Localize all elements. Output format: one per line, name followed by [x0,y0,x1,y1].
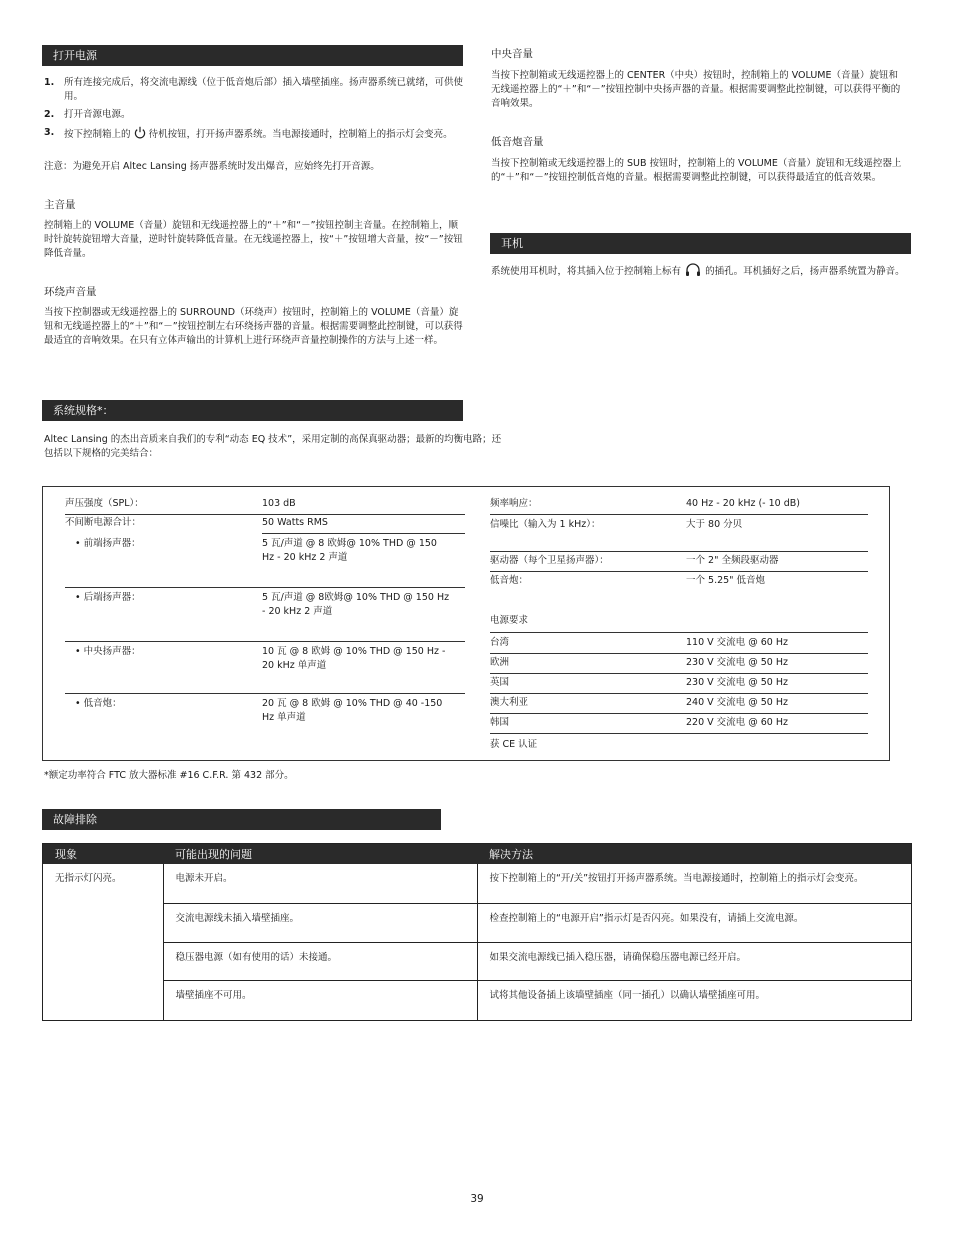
spec-value: 50 Watts RMS [262,517,328,528]
divider [490,673,868,674]
surround-volume-title: 环绕声音量 [44,286,97,298]
spec-value: 一个 2" 全频段驱动器 [686,555,779,566]
table-header-row [43,844,911,864]
spec-label: 信噪比（输入为 1 kHz）： [490,519,601,530]
divider [490,632,868,633]
solution-cell: 按下控制箱上的“开/关”按钮打开扬声器系统。当电源接通时，控制箱上的指示灯会变亮。 [477,864,911,903]
master-volume-title: 主音量 [44,199,76,211]
symptom-cell: 无指示灯闪亮。 [43,864,163,1020]
table-row [43,942,911,980]
center-volume-text: 当按下控制箱或无线遥控器上的 CENTER（中央）按钮时，控制箱上的 VOLUME（音量）旋钮和无线遥控器上的“＋”和“－”按钮控制中央扬声器的音量。根据需要调整此控制键，可以获得平衡的音响效果。 [491,70,901,109]
power-icon [134,126,146,139]
table-row [43,903,911,942]
power-region: 欧洲 [490,657,510,668]
column-header: 现象 [43,844,163,864]
surround-volume-text: 当按下控制器或无线遥控器上的 SURROUND（环绕声）按钮时，控制箱上的 VOLUME（音量）旋钮和无线遥控器上的“＋”和“－”按钮控制左右环绕扬声器的音量。根据需要调整此控制键，可以获得最适宜的音响效果。在只有立体声输出的计算机上进行环绕声音量控制操作的方法与上述一样。 [44,307,463,346]
power-region: 韩国 [490,717,510,728]
solution-cell: 试将其他设备插上该墙壁插座（同一插孔）以确认墙壁插座可用。 [489,989,766,1001]
power-value: 230 V 交流电 @ 50 Hz [686,657,788,668]
headphones-section-title: 耳机 [490,233,911,254]
column-header: 可能出现的问题 [163,844,477,864]
spec-label: • 中央扬声器： [75,646,141,657]
spec-value: 5 瓦/声道 @ 8欧姆@ 10% THD @ 150 Hz - 20 kHz 2 声道 [262,592,450,617]
divider [65,693,465,694]
specs-box [42,486,890,761]
problem-cell: 墙壁插座不可用。 [163,980,477,1020]
power-value: 220 V 交流电 @ 60 Hz [686,717,788,728]
table-row [43,864,911,903]
divider [490,551,868,552]
headphones-icon [684,263,702,277]
power-region: 台湾 [490,637,510,648]
solution-cell: 如果交流电源线已插入稳压器，请确保稳压器电源已经开启。 [477,942,911,980]
spec-value: 40 Hz - 20 kHz (- 10 dB) [686,498,800,509]
specs-section-title: 系统规格*： [42,400,463,421]
problem-cell: 交流电源线未插入墙壁插座。 [163,903,477,942]
divider [490,693,868,694]
divider [65,641,465,642]
power-value: 110 V 交流电 @ 60 Hz [686,637,788,648]
spec-label: • 前端扬声器： [75,538,141,549]
column-header: 解决方法 [477,844,911,864]
spec-label: 低音炮： [490,575,529,586]
power-region: 澳大利亚 [490,697,529,708]
divider [490,733,868,734]
divider [65,587,465,588]
troubleshooting-table [42,843,912,1021]
power-value: 240 V 交流电 @ 50 Hz [686,697,788,708]
sub-volume-text: 当按下控制箱或无线遥控器上的 SUB 按钮时，控制箱上的 VOLUME（音量）旋钮和无线遥控器上的“＋”和“－”按钮控制低音炮的音量。根据需要调整此控制键，可以获得最适宜的低音效果。 [491,158,902,183]
list-item: 1. 所有连接完成后，将交流电源线（位于低音炮后部）插入墙壁插座。扬声器系统已就绪，可供使用。 [44,77,464,102]
divider [65,514,465,515]
ce-certification: 获 CE 认证 [490,739,538,750]
center-volume-title: 中央音量 [491,48,533,60]
spec-label: 不间断电源合计： [65,517,142,528]
power-section-title: 打开电源 [42,45,463,66]
divider [262,533,465,534]
divider [490,571,868,572]
spec-label: 驱动器（每个卫星扬声器）： [490,555,609,566]
power-steps [44,76,464,146]
power-value: 230 V 交流电 @ 50 Hz [686,677,788,688]
spec-value: 10 瓦 @ 8 欧姆 @ 10% THD @ 150 Hz - 20 kHz 单声道 [262,646,446,671]
table-row [43,980,911,1020]
spec-label: 频率响应： [490,498,538,509]
spec-label: 声压强度（SPL）： [65,498,144,509]
problem-cell: 稳压器电源（如有使用的话）未接通。 [163,942,477,980]
spec-value: 103 dB [262,498,296,509]
power-note: 注意：为避免开启 Altec Lansing 扬声器系统时发出爆音，应始终先打开音源。 [44,161,380,172]
spec-value: 20 瓦 @ 8 欧姆 @ 10% THD @ 40 -150 Hz 单声道 [262,698,443,723]
spec-value: 5 瓦/声道 @ 8 欧姆@ 10% THD @ 150 Hz - 20 kHz 2 声道 [262,538,437,563]
spec-label: • 后端扬声器： [75,592,141,603]
list-item: 3. 按下控制箱上的 待机按钮，打开扬声器系统。当电源接通时，控制箱上的指示灯会变亮。 [44,127,453,140]
page-number: 39 [470,1193,484,1205]
divider [490,713,868,714]
spec-label: • 低音炮： [75,698,122,709]
power-region: 英国 [490,677,510,688]
spec-value: 一个 5.25" 低音炮 [686,575,766,586]
specs-footnote: *额定功率符合 FTC 放大器标准 #16 C.F.R. 第 432 部分。 [44,770,294,781]
list-item: 2. 打开音源电源。 [44,109,131,120]
divider [490,653,868,654]
master-volume-text: 控制箱上的 VOLUME（音量）旋钮和无线遥控器上的“＋”和“－”按钮控制主音量。在控制箱上，顺时针旋转旋钮增大音量，逆时针旋转降低音量。在无线遥控器上，按“＋”按钮增大音量，按“－”按钮降低音量。 [44,220,463,259]
divider [490,514,868,515]
spec-value: 大于 80 分贝 [686,519,743,530]
power-requirements-title: 电源要求 [490,615,529,626]
sub-volume-title: 低音炮音量 [491,136,544,148]
specs-intro: Altec Lansing 的杰出音质来自我们的专利“动态 EQ 技术”，采用定制的高保真驱动器；最新的均衡电路；还包括以下规格的完美结合： [44,434,502,459]
problem-cell: 电源未开启。 [163,864,477,903]
headphones-text: 系统使用耳机时，将其插入位于控制箱上标有 的插孔。耳机插好之后，扬声器系统置为静音。 [491,263,907,279]
solution-cell: 检查控制箱上的“电源开启”指示灯是否闪亮。如果没有，请插上交流电源。 [477,903,911,942]
troubleshooting-section-title: 故障排除 [42,809,441,830]
